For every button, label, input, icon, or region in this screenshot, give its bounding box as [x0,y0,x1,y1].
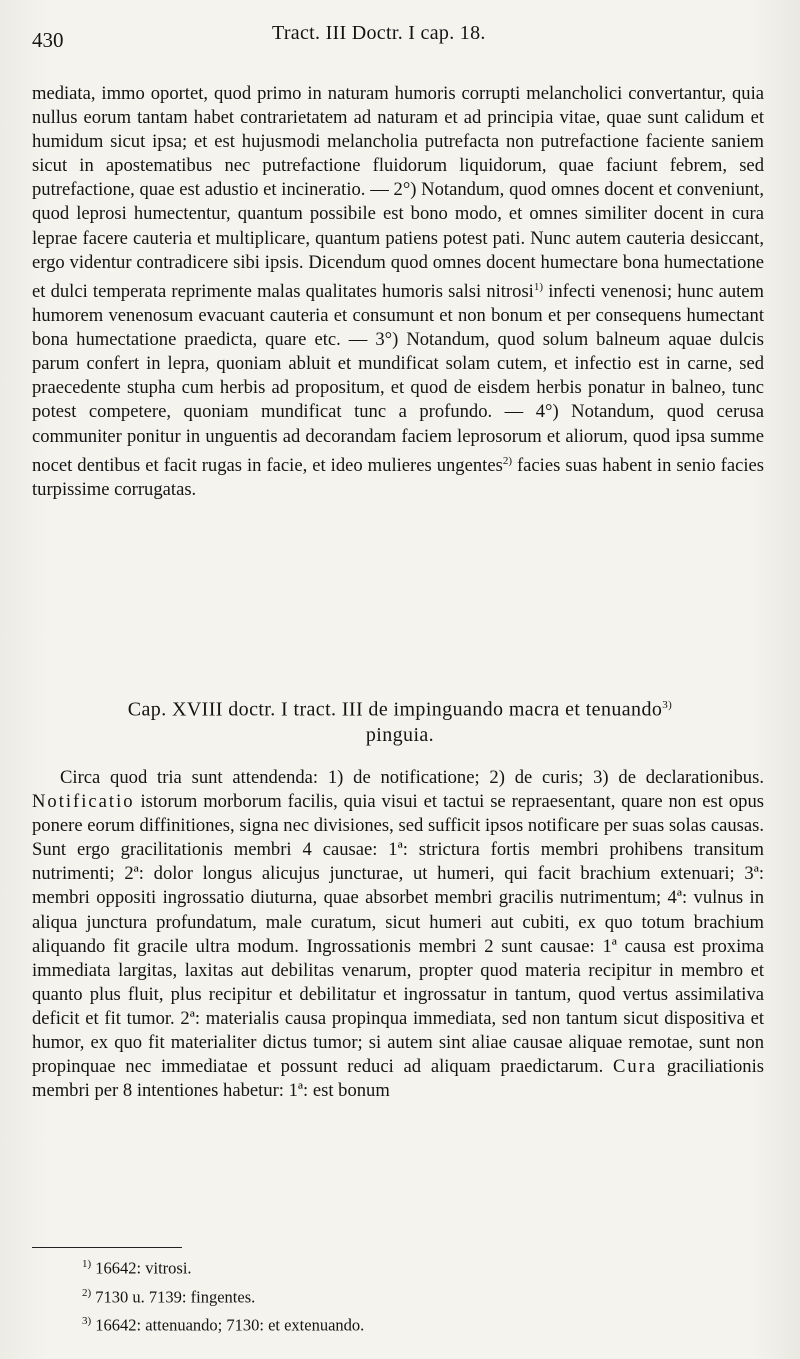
chapter-paragraph-text-c: graciliationis membri per 8 intentiones habetur: 1ª: est bonum [32,1056,764,1102]
page-header [32,22,760,54]
footnote-ref-1: 1) [533,280,544,293]
chapter-title [32,693,768,748]
chapter-text-block [32,766,764,1103]
footnote-3 [82,1309,682,1338]
chapter-paragraph-text-a: Circa quod tria sunt attendenda: 1) de notificatione; 2) de curis; 3) de declarationibus. [60,767,764,788]
main-paragraph-text-2: infecti venenosi; hunc autem humorem venenosum evacuant cauteria et consumunt et non bonum et per consequens humectant bona humectatione praedicta, quare etc. — 3°) Notandum, quod solum balneum aquae dulcis parum confert in lepra, quoniam abluit et mundificat solam cutem, et infectio est in carne, sed praecedente stupha cum herbis ad propositum, et quod de eisdem herbis ponatur in balneo, tunc potest competere, quoniam mundificat tunc a profundo. — 4°) Notandum, quod cerusa communiter ponitur in unguentis ad decorandam faciem leprosorum et aliorum, quod ipsa summe nocet dentibus et facit rugas in facie, et ideo mulieres ungentes [32,280,764,476]
footnote-text: 16642: vitrosi. [91,1258,192,1278]
footnote-mark: 1) [82,1258,92,1270]
page-number: 430 [32,28,64,52]
main-text-block [32,82,764,502]
chapter-title-line-1: Cap. XVIII doctr. I tract. III de impinguando macra et tenuando [127,698,663,721]
footnote-mark: 2) [82,1286,92,1299]
chapter-title-line-2: pinguia. [365,723,435,746]
footnote-2 [82,1281,682,1310]
main-paragraph [32,82,764,502]
footnote-text: 16642: attenuando; 7130: et extenuando. [91,1315,365,1335]
footnote-ref-3: 3) [662,699,673,711]
spaced-term-notificatio: Notificatio [32,791,135,813]
chapter-paragraph [32,766,764,1103]
main-paragraph-text-3: facies suas habent in senio facies turpissime corrugatas. [32,454,765,500]
footnote-1 [82,1252,682,1281]
running-head: Tract. III Doctr. I cap. 18. [272,22,486,44]
main-paragraph-text: mediata, immo oportet, quod primo in naturam humoris corrupti melancholici convertantur, quia nullus eorum tantam habet contrarietatem ad naturam et ad principia vitae, quae sunt calidum et humidum sicut ipsa; et est hujusmodi melancholia putrefacta non putrefactione faciente saniem sicut in apostematibus nec putrefactione fluidorum liquidorum, quae faciunt febrem, sed putrefactione, quae est adustio et incineratio. — 2°) Notandum, quod omnes docent et conveniunt, quod leprosi humectentur, quantum possibile est bono modo, et omnes similiter docent in cura leprae facere cauteria et multiplicare, quantum patiens potest pati. Nunc autem cauteria desiccant, ergo videntur contradicere sibi ipsis. Dicendum quod omnes docent humectare bona humectatione et dulci temperata reprimente malas qualitates humoris salsi nitrosi [32,83,764,302]
chapter-paragraph-text-b: istorum morborum facilis, quia visui et tactui se repraesentant, quare non est opus ponere eorum diffinitiones, signa nec divisiones, sed sufficit ipsos notificare per suas solas causas. Sunt ergo gracilitationis membri 4 causae: 1ª: strictura fortis membri prohibens transitum nutrimenti; 2ª: dolor longus alicujus juncturae, ut humeri, qui facit brachium extenuari; 3ª: membri oppositi ingrossatio diuturna, quae absorbet membri gracilis nutrimentum; 4ª: vulnus in aliqua junctura profundatum, male curatum, sicut humeri aut cubiti, ex quo totum brachium aliquando fit gracile ultra modum. Ingrossationis membri 2 sunt causae: 1ª causa est proxima immediata largitas, laxitas aut debilitas venarum, propter quod materia recipitur in membro et quanto plus fluit, plus recipitur et debilitatur et ingrossatur in tantum, quod vertus assimilativa deficit et fit tumor. 2ª: materialis causa propinqua immediata, sed non tantum sicut dispositiva et humor, ex quo fit materialiter dictus tumor; si autem sint aliae causae aliquae remotae, sunt non propinquae nec immediatae et possunt reduci ad aliquam praedictarum. [32,791,764,1078]
footnote-mark: 3) [82,1315,92,1327]
footnotes [82,1252,682,1338]
footnote-text: 7130 u. 7139: fingentes. [91,1287,256,1306]
spaced-term-cura: Cura [613,1056,658,1078]
footnote-divider [32,1247,182,1248]
footnote-ref-2: 2) [502,454,512,467]
